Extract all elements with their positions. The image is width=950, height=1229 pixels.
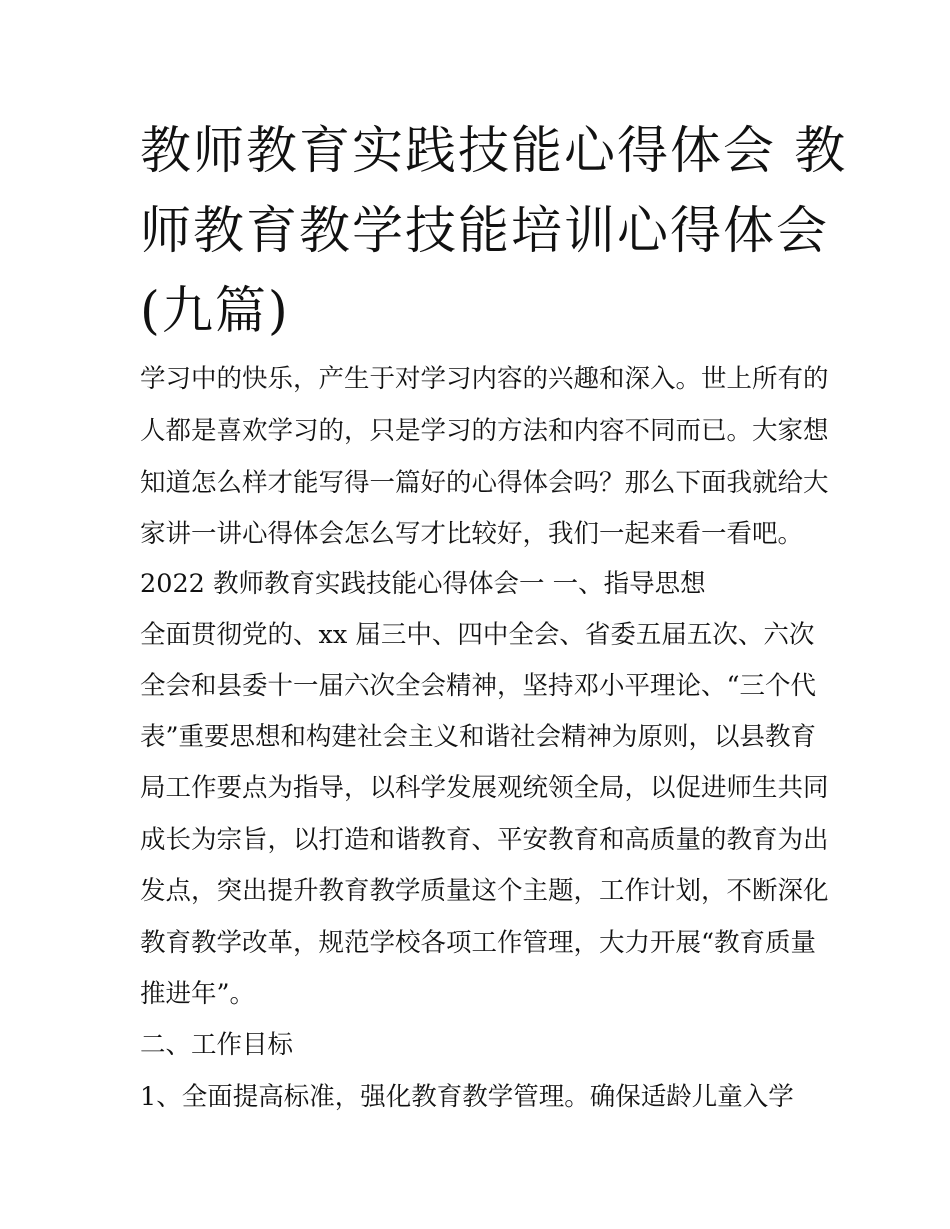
body-line-15: 1、全面提高标准，强化教育教学管理。确保适龄儿童入学 [140, 1082, 794, 1112]
body-line-3: 知道怎么样才能写得一篇好的心得体会吗？那么下面我就给大 [140, 468, 829, 498]
body-line-2: 人都是喜欢学习的，只是学习的方法和内容不同而已。大家想 [140, 416, 829, 446]
title-line-1: 教师教育实践技能心得体会 教 [140, 122, 848, 181]
section-heading-guiding-ideas: 2022 教师教育实践技能心得体会一 一、指导思想 [140, 569, 706, 599]
body-line-6: 全面贯彻党的、xx 届三中、四中全会、省委五届五次、六次 [140, 620, 815, 650]
title-line-2: 师教育教学技能培训心得体会 [140, 202, 830, 261]
body-line-11: 发点，突出提升教育教学质量这个主题，工作计划，不断深化 [140, 876, 829, 906]
body-line-7: 全会和县委十一届六次全会精神，坚持邓小平理论、“三个代 [140, 671, 817, 701]
body-line-13: 推进年”。 [140, 979, 256, 1009]
title-line-3: (九篇) [140, 282, 290, 341]
body-line-1: 学习中的快乐，产生于对学习内容的兴趣和深入。世上所有的 [140, 364, 829, 394]
body-line-4: 家讲一讲心得体会怎么写才比较好，我们一起来看一看吧。 [140, 519, 804, 549]
body-line-8: 表”重要思想和构建社会主义和谐社会精神为原则，以县教育 [140, 722, 817, 752]
body-line-10: 成长为宗旨，以打造和谐教育、平安教育和高质量的教育为出 [140, 825, 829, 855]
section-heading-work-goals: 二、工作目标 [140, 1030, 294, 1060]
body-line-12: 教育教学改革，规范学校各项工作管理，大力开展“教育质量 [140, 928, 817, 958]
body-line-9: 局工作要点为指导，以科学发展观统领全局，以促进师生共同 [140, 773, 829, 803]
document-title [140, 112, 848, 352]
